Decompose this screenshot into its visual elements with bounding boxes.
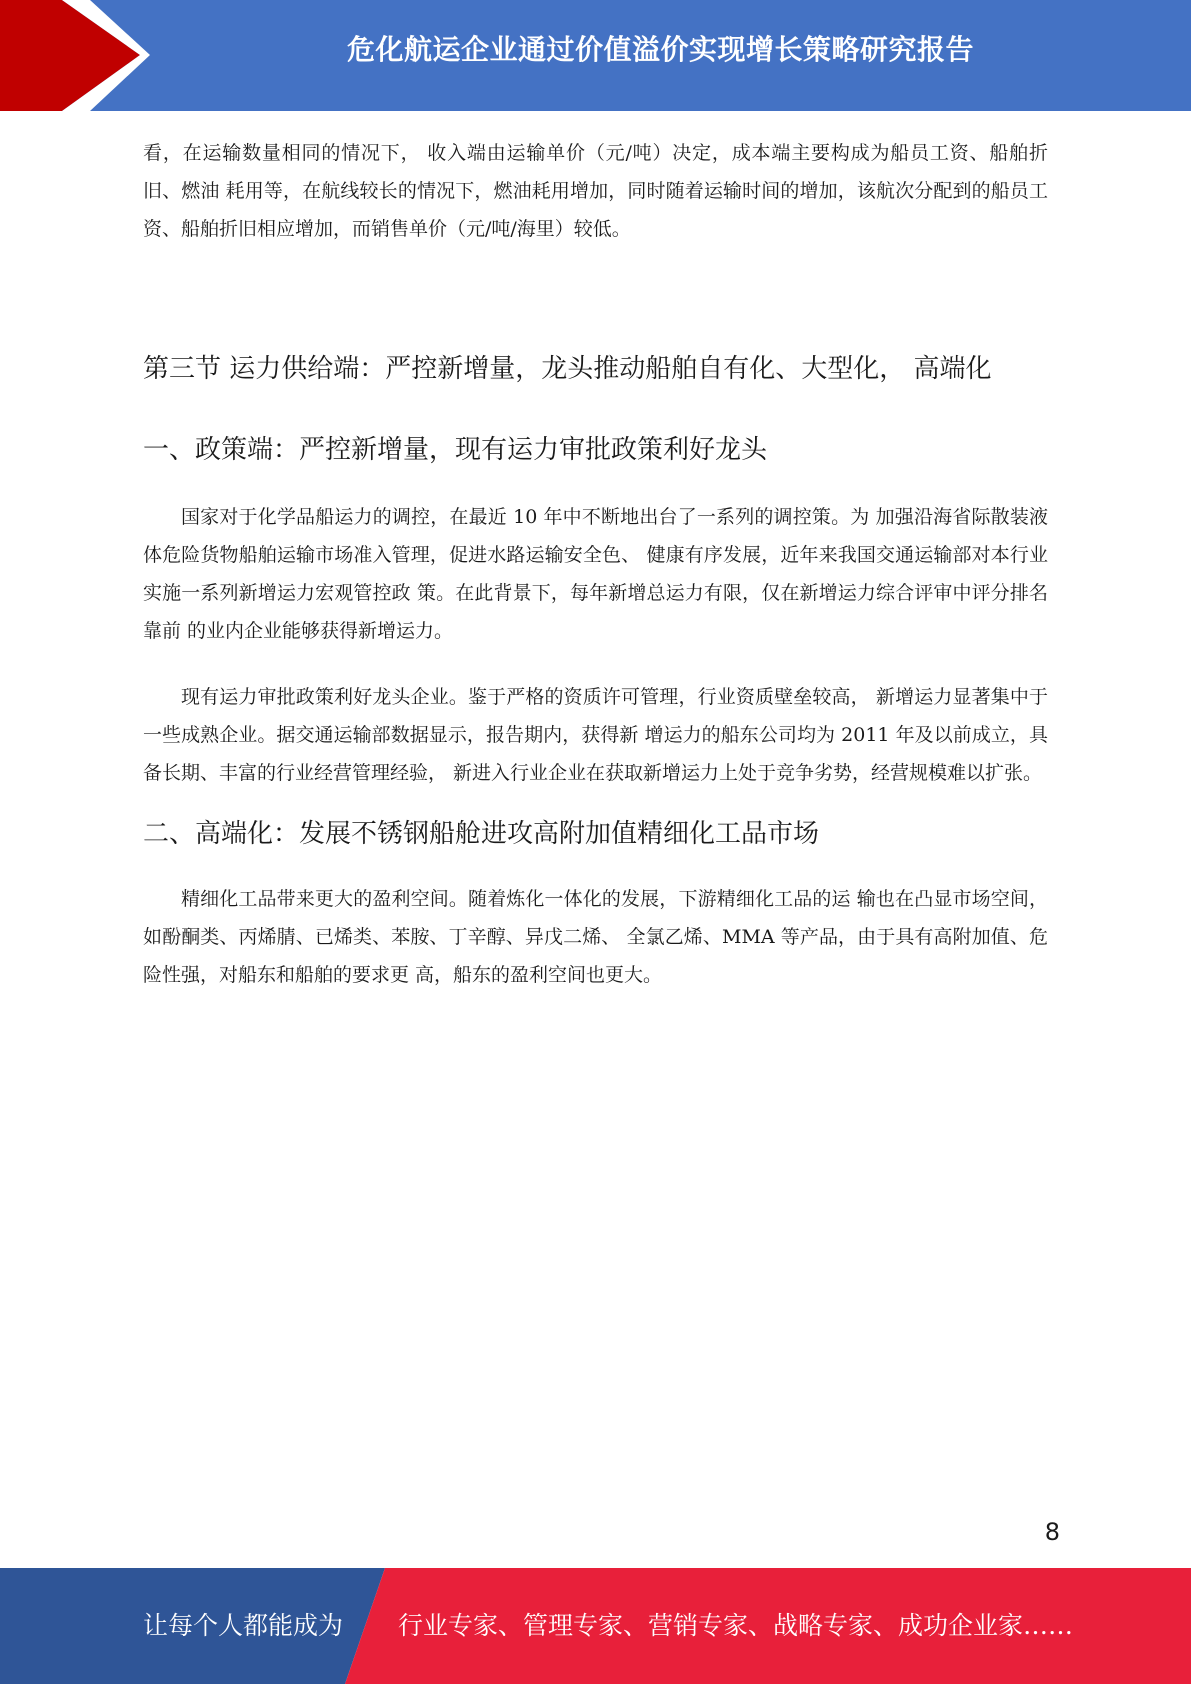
header-arrow-decoration	[0, 0, 160, 111]
policy-paragraph-2: 现有运力审批政策利好龙头企业。鉴于严格的资质许可管理，行业资质壁垒较高， 新增运力显著集中于一些成熟企业。据交通运输部数据显示，报告期内，获得新 增运力的船东公司均为 2011 年及以前成立，具备长期、丰富的行业经营管理经验， 新进入行业企业在获取新增运力上处于竞争劣势，经营规模难以扩张。	[143, 686, 1048, 784]
footer-slogan-left: 让每个人都能成为	[143, 1611, 344, 1640]
page-header	[0, 0, 1191, 111]
high-end-paragraph-1: 精细化工品带来更大的盈利空间。随着炼化一体化的发展，下游精细化工品的运 输也在凸显市场空间，如酚酮类、丙烯腈、已烯类、苯胺、丁辛醇、异戊二烯、 全氯乙烯、MMA 等产品，由于具有高附加值、危险性强，对船东和船舶的要求更 高，船东的盈利空间也更大。	[143, 888, 1048, 986]
report-title: 危化航运企业通过价值溢价实现增长策略研究报告	[346, 33, 974, 66]
intro-paragraph: 看，在运输数量相同的情况下， 收入端由运输单价（元/吨）决定，成本端主要构成为船员工资、船舶折旧、燃油 耗用等，在航线较长的情况下，燃油耗用增加，同时随着运输时间的增加，该航次分配到的船员工资、船舶折旧相应增加，而销售单价（元/吨/海里）较低。	[143, 142, 1048, 240]
footer-slogan-right: 行业专家、管理专家、营销专家、战略专家、成功企业家……	[398, 1611, 1074, 1640]
subsection-heading-policy: 一、政策端：严控新增量，现有运力审批政策利好龙头	[143, 435, 768, 465]
subsection-heading-high-end: 二、高端化：发展不锈钢船舱进攻高附加值精细化工品市场	[143, 819, 820, 849]
section-title: 第三节 运力供给端：严控新增量，龙头推动船舶自有化、大型化， 高端化	[143, 354, 992, 384]
policy-paragraph-1: 国家对于化学品船运力的调控，在最近 10 年中不断地出台了一系列的调控策。为 加强沿海省际散装液体危险货物船舶运输市场准入管理，促进水路运输安全色、 健康有序发展，近年来我国交通运输部对本行业实施一系列新增运力宏观管控政 策。在此背景下，每年新增总运力有限，仅在新增运力综合评审中评分排名靠前 的业内企业能够获得新增运力。	[143, 506, 1048, 642]
document-body	[143, 134, 1048, 994]
page-footer	[0, 1568, 1191, 1684]
page-number: 8	[1044, 1518, 1060, 1546]
